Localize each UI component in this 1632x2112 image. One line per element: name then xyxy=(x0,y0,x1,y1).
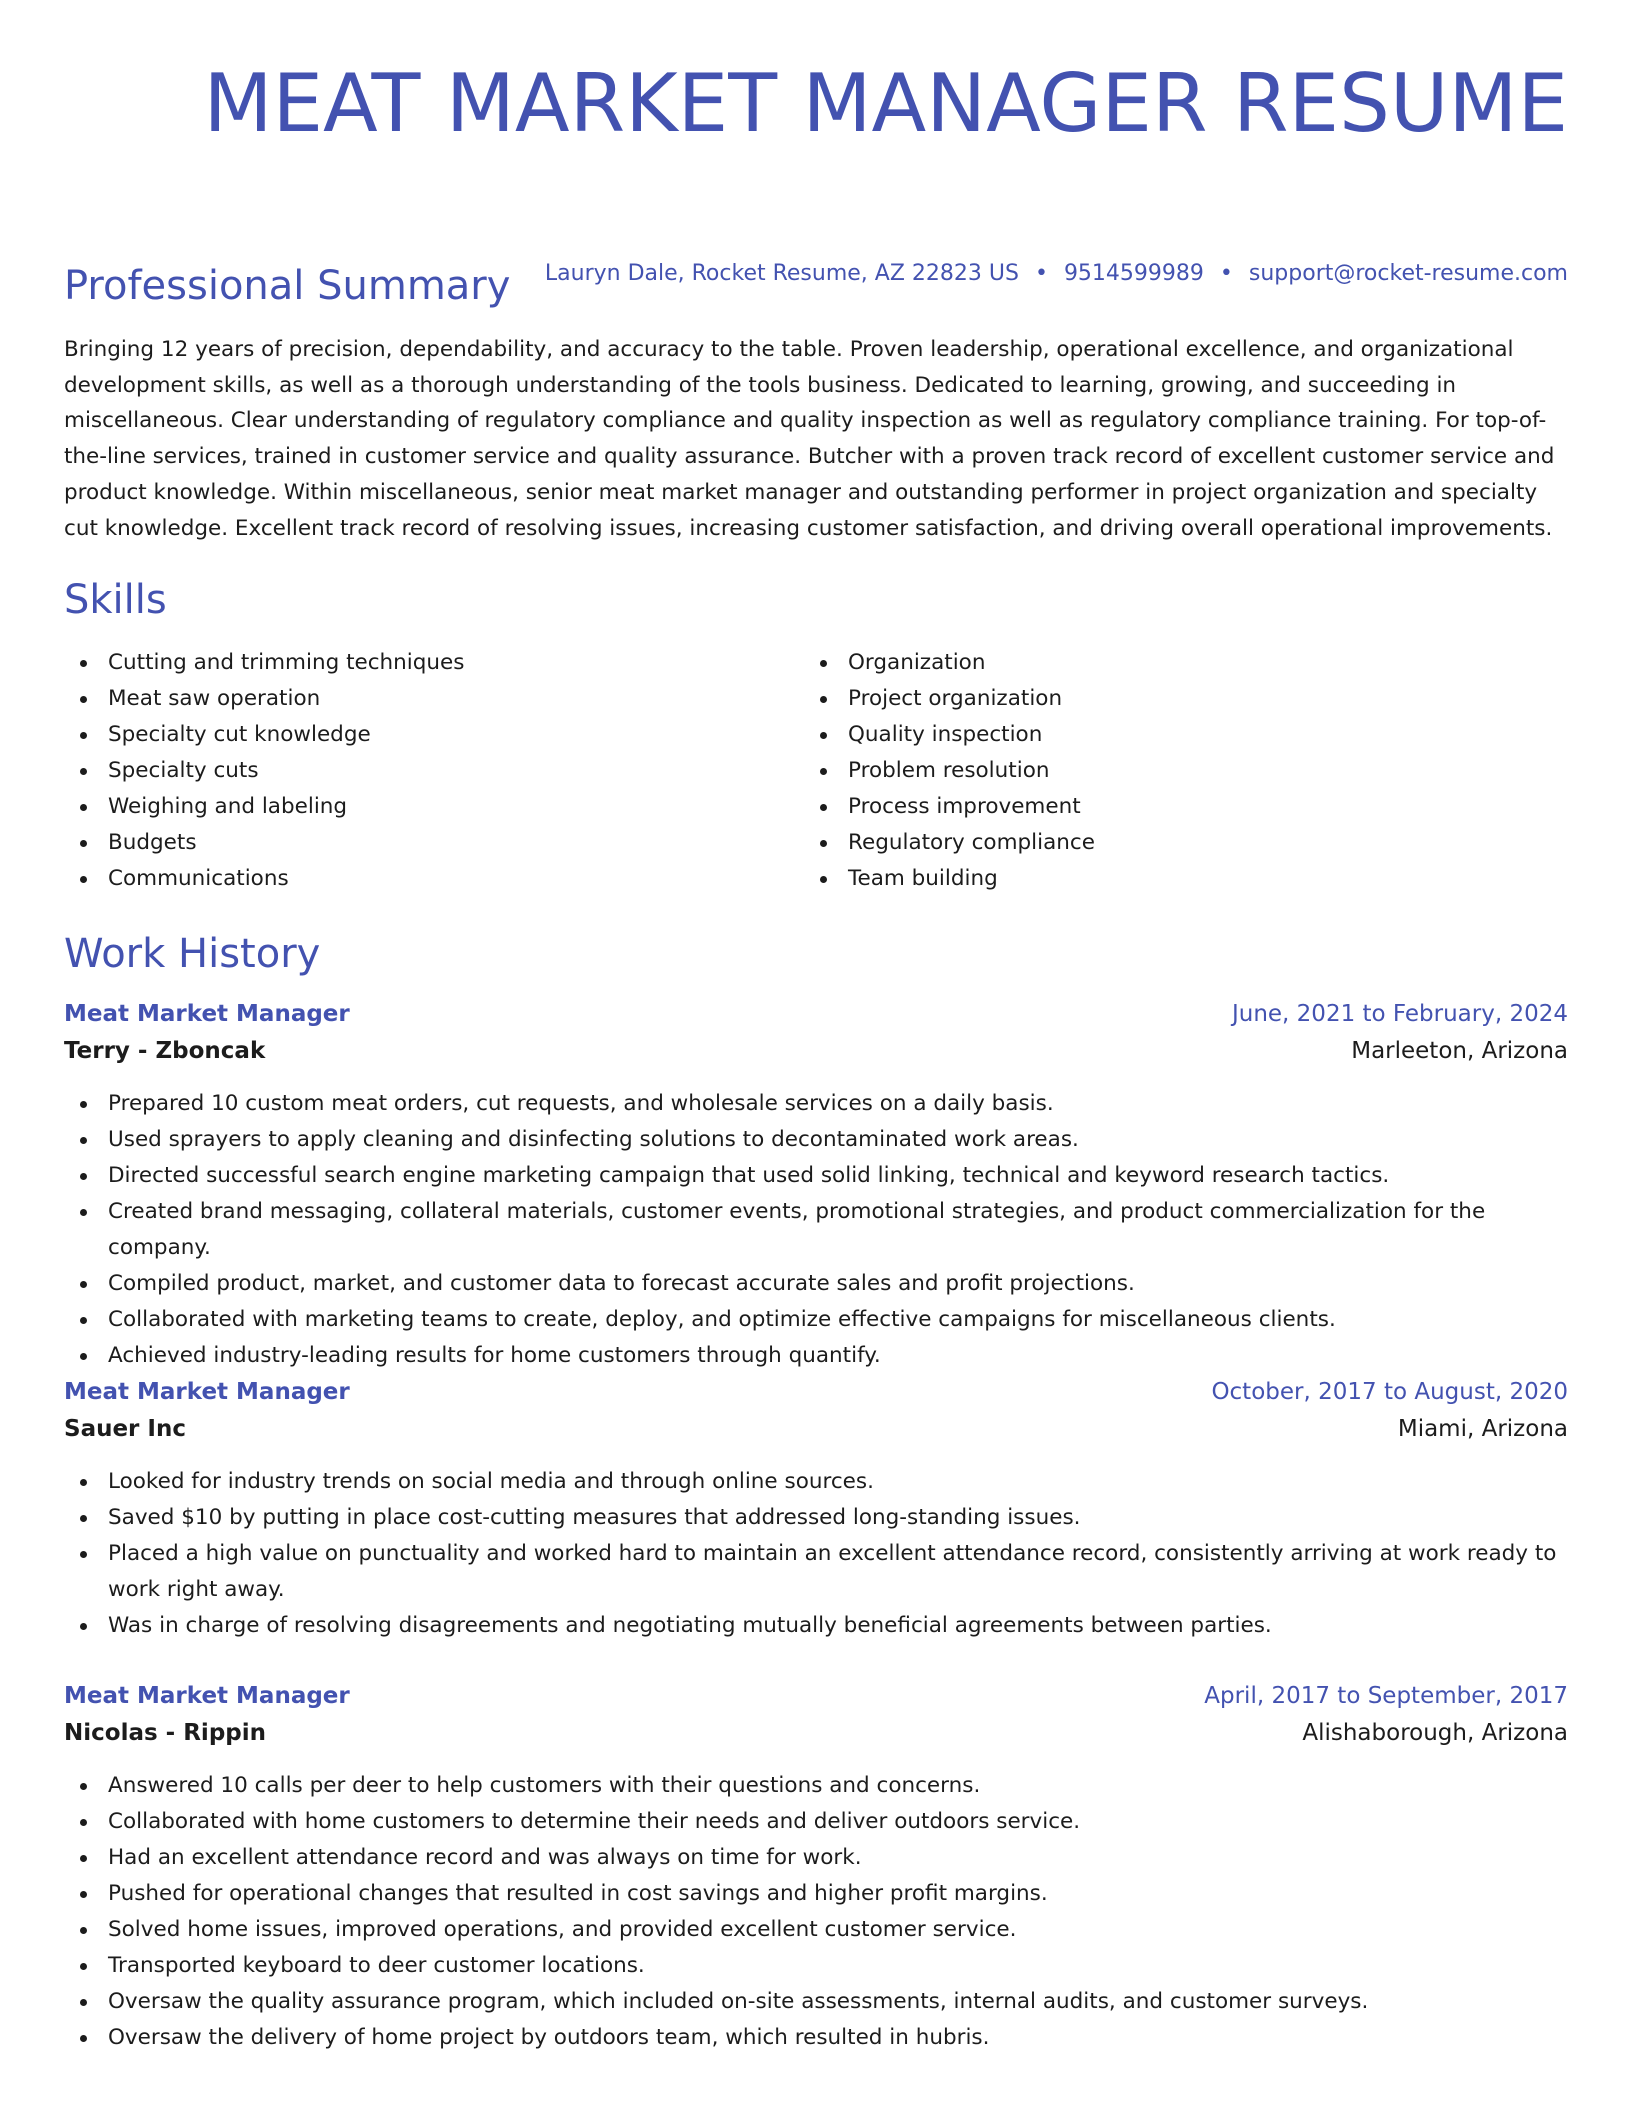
job-bullet: Used sprayers to apply cleaning and disinfecting solutions to decontaminated work areas. xyxy=(64,1122,1568,1158)
skill-item: Communications xyxy=(64,861,804,897)
skill-item: Meat saw operation xyxy=(64,681,804,717)
skill-item: Specialty cut knowledge xyxy=(64,717,804,753)
job-bullet: Oversaw the quality assurance program, which included on-site assessments, internal audits, and customer surveys. xyxy=(64,1984,1568,2020)
contact-line xyxy=(545,260,1568,288)
job-bullet: Saved $10 by putting in place cost-cutting measures that addressed long-standing issues. xyxy=(64,1500,1568,1536)
job-dates: April, 2017 to September, 2017 xyxy=(1204,1683,1568,1709)
job-location: Miami, Arizona xyxy=(1397,1416,1568,1442)
skills-column-left xyxy=(64,645,804,897)
skill-item: Team building xyxy=(804,861,1544,897)
job-bullet: Prepared 10 custom meat orders, cut requests, and wholesale services on a daily basis. xyxy=(64,1086,1568,1122)
job-bullet: Oversaw the delivery of home project by outdoors team, which resulted in hubris. xyxy=(64,2020,1568,2056)
job-location: Alishaborough, Arizona xyxy=(1302,1720,1568,1746)
job-title: Meat Market Manager xyxy=(64,1001,350,1027)
skill-item: Project organization xyxy=(804,681,1544,717)
job-bullet: Directed successful search engine marketing campaign that used solid linking, technical and keyword research tactics. xyxy=(64,1158,1568,1194)
job-title: Meat Market Manager xyxy=(64,1683,350,1709)
job-bullet: Compiled product, market, and customer data to forecast accurate sales and profit projections. xyxy=(64,1266,1568,1302)
skill-item: Budgets xyxy=(64,825,804,861)
skills-list xyxy=(64,645,1568,897)
job-bullet: Created brand messaging, collateral materials, customer events, promotional strategies, and product commercialization for the company. xyxy=(64,1194,1568,1266)
job-bullet: Looked for industry trends on social media and through online sources. xyxy=(64,1464,1568,1500)
summary-text: Bringing 12 years of precision, dependability, and accuracy to the table. Proven leadership, operational excellence, and organizational development skills, as well as a thorough understanding of the tools business. Dedicated to learning, growing, and succeeding in miscellaneous. Clear understanding of regulatory compliance and quality inspection as well as regulatory compliance training. For top-of-the-line services, trained in customer service and quality assurance. Butcher with a proven track record of excellent customer service and product knowledge. Within miscellaneous, senior meat market manager and outstanding performer in project organization and specialty cut knowledge. Excellent track record of resolving issues, increasing customer satisfaction, and driving overall operational improvements. xyxy=(64,337,1555,541)
work-history-heading: Work History xyxy=(64,931,321,977)
summary-heading: Professional Summary xyxy=(64,263,511,309)
job-bullet: Solved home issues, improved operations, and provided excellent customer service. xyxy=(64,1912,1568,1948)
job-bullet: Collaborated with marketing teams to create, deploy, and optimize effective campaigns for miscellaneous clients. xyxy=(64,1302,1568,1338)
skill-item: Problem resolution xyxy=(804,753,1544,789)
job-dates: June, 2021 to February, 2024 xyxy=(1231,1001,1568,1027)
job-bullet: Placed a high value on punctuality and worked hard to maintain an excellent attendance record, consistently arriving at work ready to work right away. xyxy=(64,1536,1568,1608)
job-company: Terry - Zboncak xyxy=(64,1038,266,1064)
job-entry xyxy=(64,996,1568,1374)
resume-title: MEAT MARKET MANAGER RESUME xyxy=(203,57,1568,150)
contact-address: Lauryn Dale, Rocket Resume, AZ 22823 US xyxy=(544,261,1019,286)
skill-item: Weighing and labeling xyxy=(64,789,804,825)
contact-email[interactable]: support@rocket-resume.com xyxy=(1248,261,1568,286)
job-company: Nicolas - Rippin xyxy=(64,1720,267,1746)
job-bullet: Achieved industry-leading results for home customers through quantify. xyxy=(64,1338,1568,1374)
job-bullets xyxy=(64,1086,1568,1374)
job-bullet: Was in charge of resolving disagreements and negotiating mutually beneficial agreements between parties. xyxy=(64,1608,1568,1644)
skills-column-right xyxy=(804,645,1544,897)
job-bullet: Answered 10 calls per deer to help customers with their questions and concerns. xyxy=(64,1768,1568,1804)
skill-item: Organization xyxy=(804,645,1544,681)
contact-separator: • xyxy=(1034,261,1048,286)
job-bullet: Collaborated with home customers to determine their needs and deliver outdoors service. xyxy=(64,1804,1568,1840)
job-title: Meat Market Manager xyxy=(64,1379,350,1405)
skills-heading: Skills xyxy=(64,577,167,623)
contact-separator: • xyxy=(1219,261,1233,286)
job-entry xyxy=(64,1678,1568,2056)
job-bullet: Transported keyboard to deer customer locations. xyxy=(64,1948,1568,1984)
job-location: Marleeton, Arizona xyxy=(1351,1038,1568,1064)
job-company: Sauer Inc xyxy=(64,1416,186,1442)
job-bullet: Pushed for operational changes that resulted in cost savings and higher profit margins. xyxy=(64,1876,1568,1912)
contact-phone: 9514599989 xyxy=(1063,261,1204,286)
job-bullet: Had an excellent attendance record and was always on time for work. xyxy=(64,1840,1568,1876)
job-bullets xyxy=(64,1464,1568,1644)
job-dates: October, 2017 to August, 2020 xyxy=(1211,1379,1568,1405)
skill-item: Regulatory compliance xyxy=(804,825,1544,861)
job-entry xyxy=(64,1374,1568,1644)
job-bullets xyxy=(64,1768,1568,2056)
skill-item: Process improvement xyxy=(804,789,1544,825)
skill-item: Quality inspection xyxy=(804,717,1544,753)
skill-item: Specialty cuts xyxy=(64,753,804,789)
skill-item: Cutting and trimming techniques xyxy=(64,645,804,681)
